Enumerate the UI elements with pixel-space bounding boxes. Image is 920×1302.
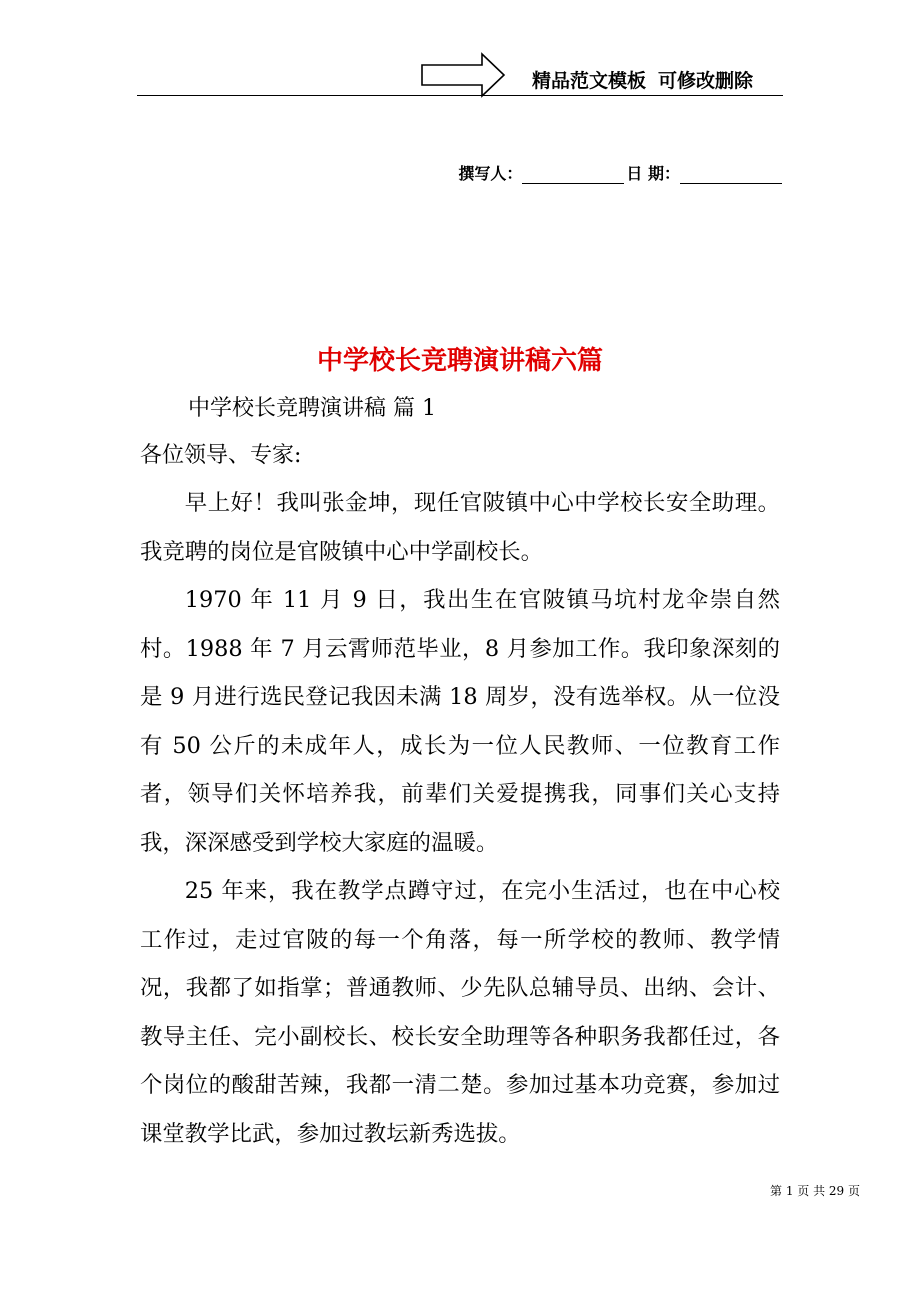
document-subtitle: 中学校长竞聘演讲稿 篇 1 — [188, 396, 436, 421]
date-blank — [680, 165, 782, 184]
body-text — [140, 479, 780, 1158]
paragraph: 早上好！我叫张金坤，现任官陂镇中心中学校长安全助理。我竞聘的岗位是官陂镇中心中学副校长。 — [140, 490, 780, 565]
author-date-line — [458, 161, 782, 184]
greeting: 各位领导、专家: — [140, 443, 302, 468]
paragraph: 1970 年 11 月 9 日，我出生在官陂镇马坑村龙伞崇自然村。1988 年 7 月云霄师范毕业，8 月参加工作。我印象深刻的是 9 月进行选民登记我因未满 18 周岁，没有选举权。从一位没有 50 公斤的未成年人，成长为一位人民教师、一位教育工作者，领导们关怀培养我，前辈们关爱提携我，同事们关心支持我，深深感受到学校大家庭的温暖。 — [140, 587, 780, 856]
header-label-editable: 可修改删除 — [658, 70, 754, 92]
document-title: 中学校长竞聘演讲稿六篇 — [316, 346, 603, 376]
author-blank — [522, 165, 624, 184]
header-label — [532, 66, 753, 93]
date-label: 日 期： — [626, 164, 680, 183]
page-number: 第 1 页 共 29 页 — [770, 1184, 860, 1198]
arrow-icon — [420, 52, 506, 98]
header-label-template: 精品范文模板 — [532, 70, 647, 92]
header-divider — [137, 95, 783, 96]
paragraph: 25 年来，我在教学点蹲守过，在完小生活过，也在中心校工作过，走过官陂的每一个角落，每一所学校的教师、教学情况，我都了如指掌；普通教师、少先队总辅导员、出纳、会计、教导主任、完小副校长、校长安全助理等各种职务我都任过，各个岗位的酸甜苦辣，我都一清二楚。参加过基本功竞赛，参加过课堂教学比武，参加过教坛新秀选拔。 — [140, 878, 780, 1147]
author-label: 撰写人： — [458, 164, 523, 183]
